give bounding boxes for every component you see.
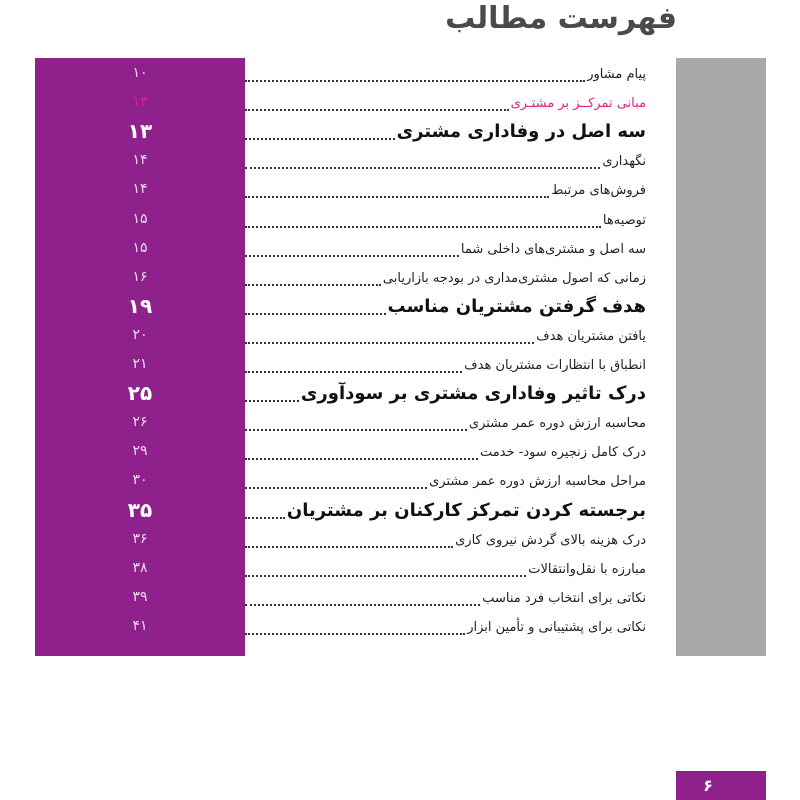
- toc-entry-title: نگهداری: [602, 154, 646, 170]
- toc-entry[interactable]: [35, 61, 676, 85]
- toc-entry[interactable]: [35, 439, 676, 463]
- toc-entry[interactable]: [35, 294, 676, 318]
- toc-entry-line: [245, 119, 646, 143]
- toc-entry-line: [245, 556, 646, 580]
- toc-entry[interactable]: [35, 177, 676, 201]
- toc-page-number: ۳۸: [132, 559, 148, 576]
- toc-entry[interactable]: [35, 265, 676, 289]
- toc-page-number: ۱۵: [132, 239, 148, 256]
- toc-leader-dots: [245, 195, 549, 198]
- toc-entry-line: [245, 498, 646, 522]
- toc-entry-line: [245, 236, 646, 260]
- toc-page-number: ۱۵: [132, 210, 148, 227]
- toc-entry-line: [245, 410, 646, 434]
- toc-entry-line: [245, 61, 646, 85]
- page-title: فهرست مطالب: [445, 1, 677, 36]
- toc-leader-dots: [245, 137, 395, 140]
- toc-page-number: ۴۱: [132, 617, 148, 634]
- toc-entry-title: هدف گرفتن مشتریان مناسب: [387, 295, 646, 317]
- footer-page-box: [676, 771, 766, 800]
- toc-page-number: ۱۳: [127, 119, 153, 144]
- toc-entry[interactable]: [35, 527, 676, 551]
- toc-page-number: ۲۶: [132, 414, 148, 431]
- toc-entry[interactable]: [35, 381, 676, 405]
- toc-leader-dots: [245, 225, 601, 228]
- toc-entry-line: [245, 148, 646, 172]
- toc-entry-line: [245, 90, 646, 114]
- toc-page-number: ۱۶: [132, 268, 148, 285]
- toc-entry-title: پیام مشاور: [587, 67, 646, 82]
- toc-entry-line: [245, 265, 646, 289]
- side-bar-gray: [676, 58, 766, 656]
- toc-entry[interactable]: [35, 323, 676, 347]
- toc-entry-title: درک هزینه بالای گردش نیروی کاری: [455, 532, 646, 548]
- toc-page-number: ۲۱: [132, 356, 148, 372]
- toc-leader-dots: [245, 603, 480, 606]
- toc-entry-title: نکاتی برای پشتیبانی و تأمین ابزار: [467, 619, 646, 635]
- toc-leader-dots: [245, 108, 509, 111]
- toc-entry[interactable]: [35, 207, 676, 231]
- toc-entry-line: [245, 468, 646, 492]
- toc-leader-dots: [245, 79, 585, 82]
- toc-leader-dots: [245, 457, 478, 460]
- toc-leader-dots: [245, 574, 526, 577]
- toc-entry-title: مبانی تمرکــز بر مشتـری: [510, 96, 646, 112]
- toc-entry-line: [245, 177, 646, 201]
- toc-entry[interactable]: [35, 614, 676, 638]
- toc-page-number: ۳۶: [132, 530, 148, 547]
- toc-page-number: ۱۳: [132, 94, 148, 111]
- toc-entry-line: [245, 585, 646, 609]
- toc-entry-line: [245, 381, 646, 405]
- toc-page-number: ۲۰: [132, 326, 148, 343]
- toc-entry-title: توصیه‌ها: [602, 212, 646, 228]
- toc-entry-line: [245, 439, 646, 463]
- toc-entry-title: یافتن مشتریان هدف: [536, 328, 646, 344]
- toc-leader-dots: [245, 486, 427, 489]
- toc-leader-dots: [245, 399, 299, 402]
- toc-entry[interactable]: [35, 236, 676, 260]
- toc-page-number: ۳۰: [132, 472, 148, 489]
- toc-page-number: ۳۵: [127, 497, 153, 522]
- toc-page-number: ۱۰: [132, 65, 148, 81]
- toc-entry-title: سه اصل و مشتری‌های داخلی شما: [460, 241, 646, 257]
- toc-entry-title: فروش‌های مرتبط: [551, 183, 646, 199]
- toc-entry[interactable]: [35, 556, 676, 580]
- toc-entry-line: [245, 527, 646, 551]
- toc-page-number: ۱۴: [132, 181, 148, 198]
- toc-leader-dots: [245, 166, 600, 169]
- toc-leader-dots: [245, 312, 386, 315]
- toc-leader-dots: [245, 632, 465, 635]
- toc-entry[interactable]: [35, 585, 676, 609]
- toc-entry-title: سه اصل در وفاداری مشتری: [396, 121, 646, 143]
- toc-entry-title: مراحل محاسبه ارزش دوره عمر مشتری: [429, 474, 646, 490]
- toc-entry-title: زمانی که اصول مشتری‌مداری در بودجه بازاریابی: [382, 270, 646, 286]
- toc-entry-title: انطباق با انتظارات مشتریان هدف: [464, 358, 646, 373]
- table-of-contents: [35, 58, 676, 656]
- toc-entry[interactable]: [35, 119, 676, 143]
- toc-entry[interactable]: [35, 468, 676, 492]
- toc-leader-dots: [245, 516, 285, 519]
- toc-page-number: ۱۴: [132, 152, 148, 169]
- toc-page-number: ۲۹: [132, 443, 148, 460]
- toc-leader-dots: [245, 283, 381, 286]
- toc-entry-title: درک کامل زنجیره سود- خدمت: [479, 445, 646, 461]
- toc-entry-line: [245, 294, 646, 318]
- toc-entry[interactable]: [35, 148, 676, 172]
- toc-entry-title: برجسته کردن تمرکز کارکنان بر مشتریان: [286, 499, 646, 521]
- toc-entry[interactable]: [35, 410, 676, 434]
- toc-entry-line: [245, 323, 646, 347]
- toc-leader-dots: [245, 428, 467, 431]
- toc-entry-line: [245, 614, 646, 638]
- toc-entry[interactable]: [35, 352, 676, 376]
- toc-entry-title: محاسبه ارزش دوره عمر مشتری: [468, 416, 646, 432]
- page-number: ۶: [703, 776, 713, 795]
- toc-leader-dots: [245, 254, 459, 257]
- toc-leader-dots: [245, 545, 453, 548]
- toc-page-number: ۱۹: [127, 293, 153, 318]
- toc-page-number: ۲۵: [127, 381, 153, 406]
- toc-leader-dots: [245, 370, 462, 373]
- toc-entry-title: نکاتی برای انتخاب فرد مناسب: [482, 590, 646, 606]
- toc-page-number: ۳۹: [132, 588, 148, 605]
- toc-entry-title: درک تاثیر وفاداری مشتری بر سودآوری: [300, 383, 646, 405]
- toc-entry[interactable]: [35, 498, 676, 522]
- toc-entry-line: [245, 207, 646, 231]
- toc-leader-dots: [245, 341, 534, 344]
- toc-entry[interactable]: [35, 90, 676, 114]
- toc-entry-title: مبارزه با نقل‌وانتقالات: [528, 561, 646, 577]
- toc-entry-line: [245, 352, 646, 376]
